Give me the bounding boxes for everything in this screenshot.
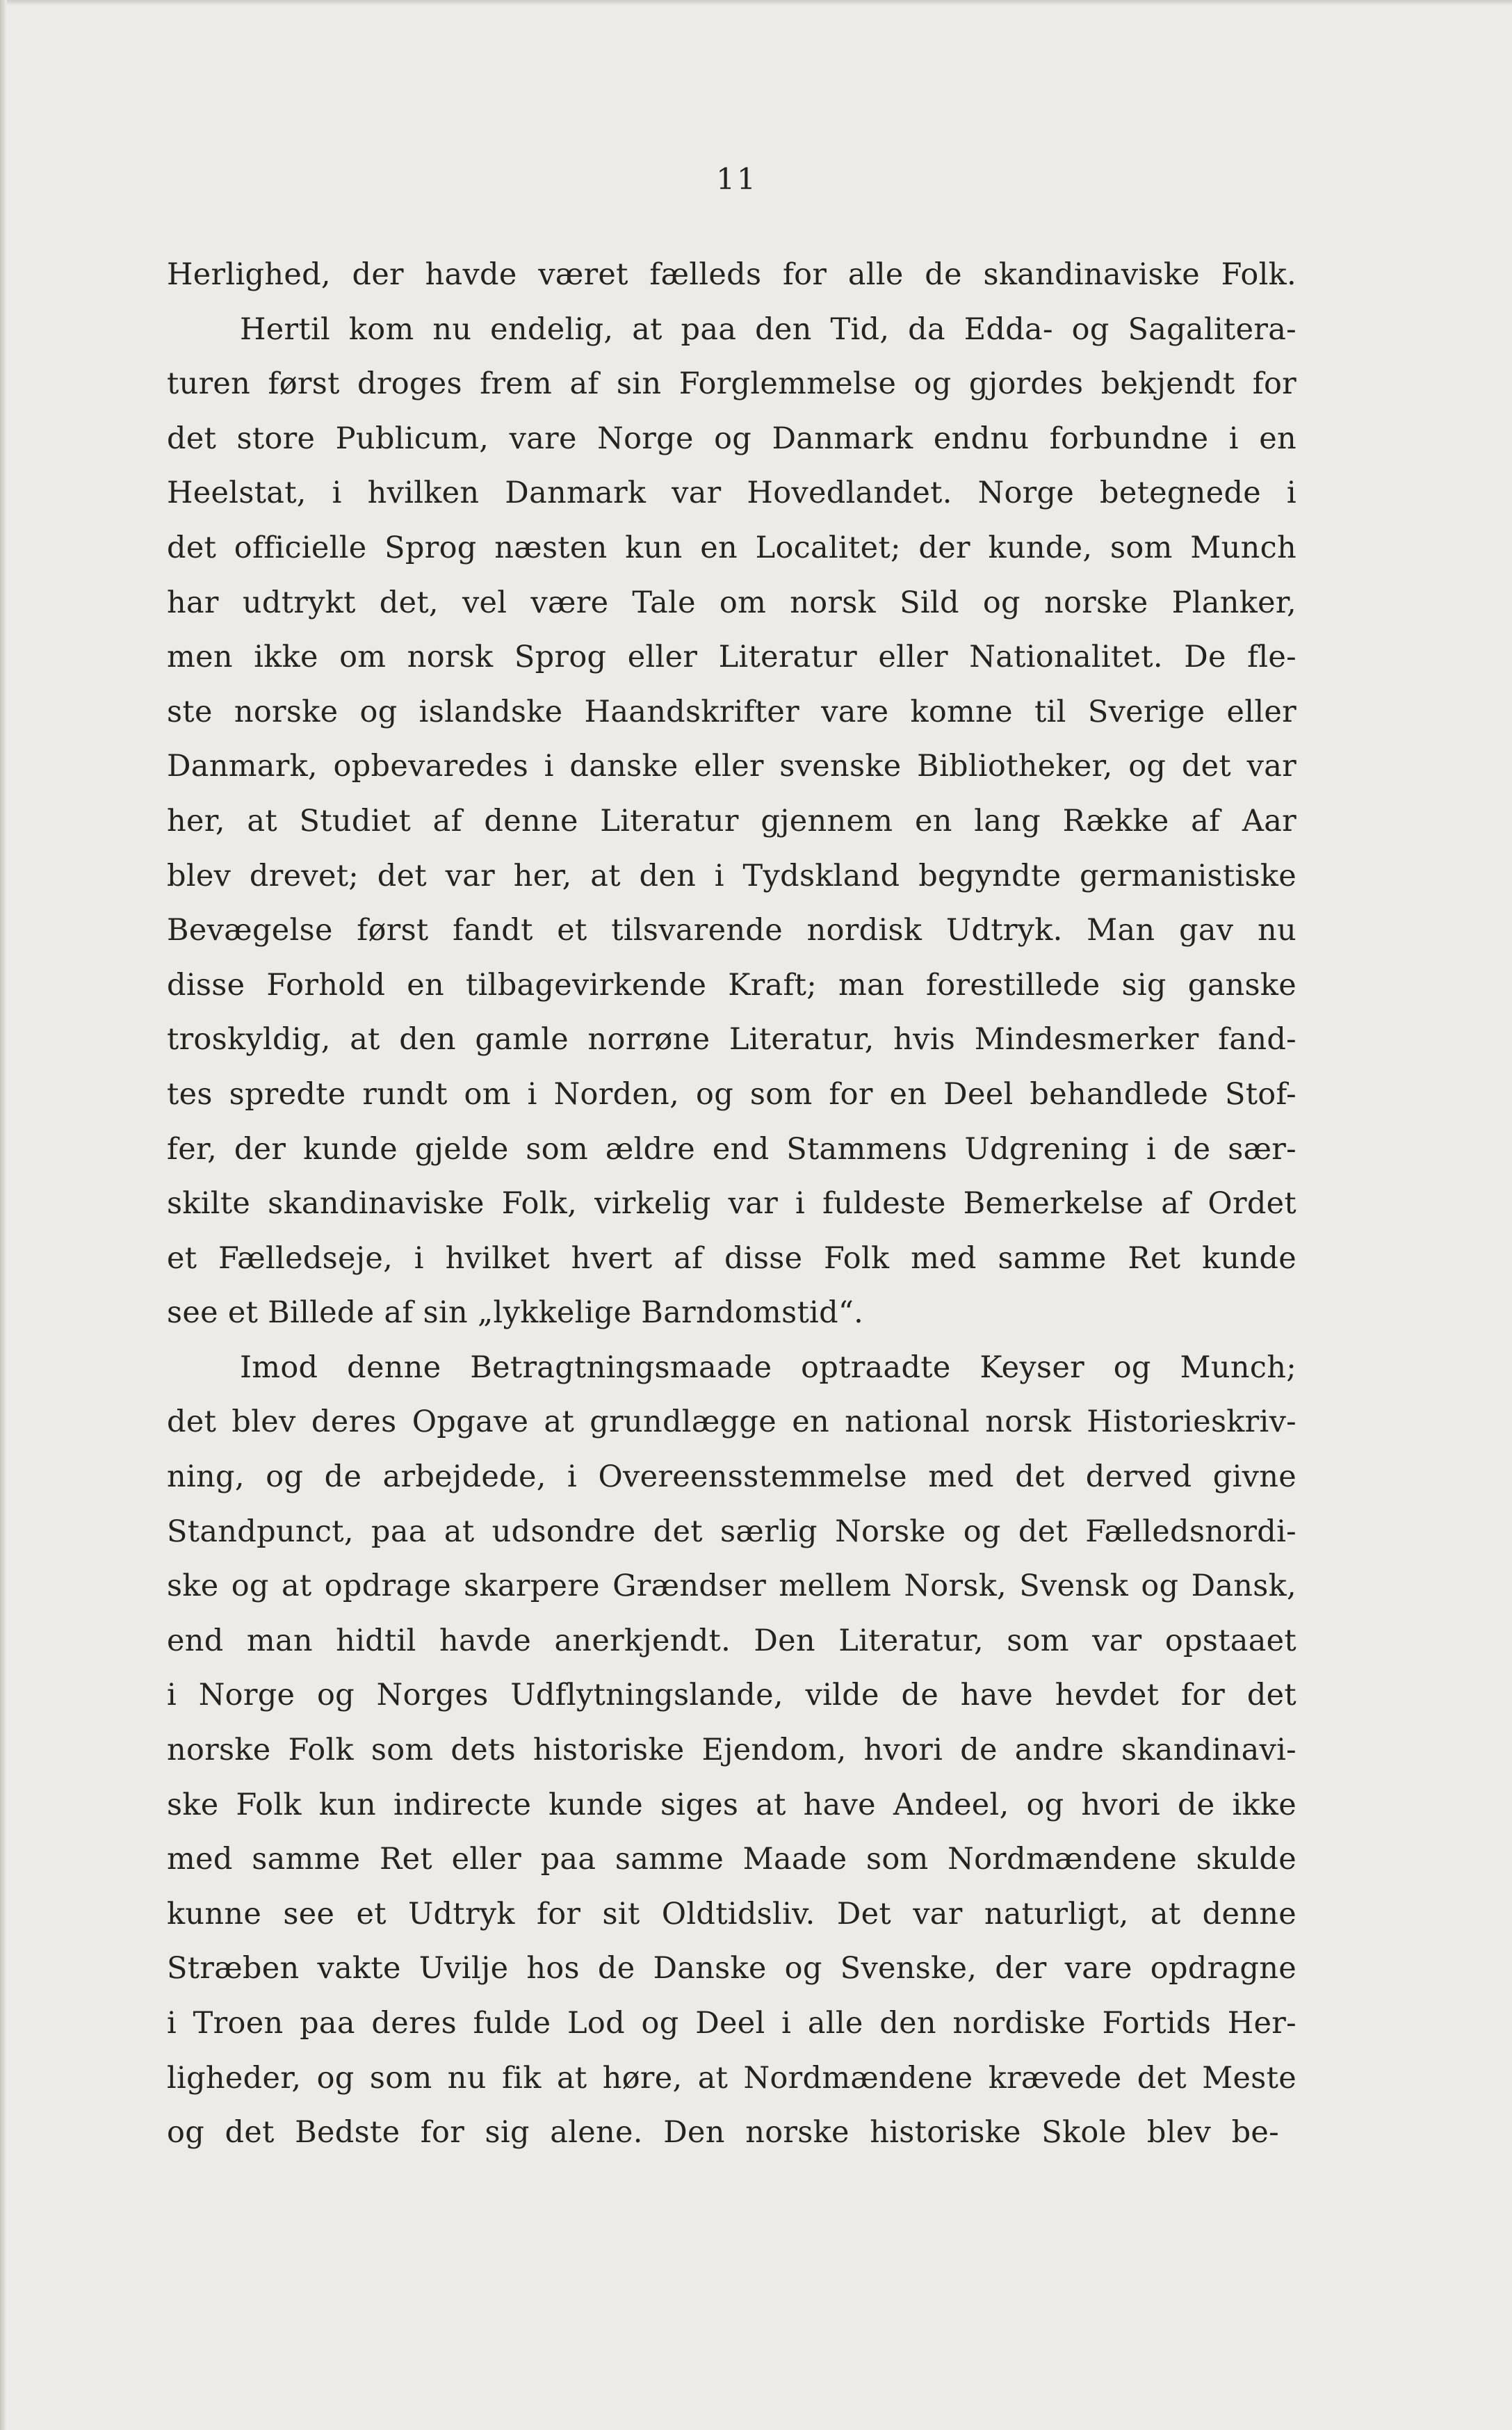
text-line: Standpunct, paa at udsondre det særlig Norske og det Fælledsnordi- <box>167 1514 1296 1549</box>
text-line: kunne see et Udtryk for sit Oldtidsliv. Det var naturligt, at denne <box>167 1896 1296 1931</box>
text-line: ligheder, og som nu fik at høre, at Nordmændene krævede det Meste <box>167 2060 1296 2096</box>
text-line: disse Forhold en tilbagevirkende Kraft; man forestillede sig ganske <box>167 967 1296 1003</box>
page-edge-left <box>0 0 7 2430</box>
text-line: men ikke om norsk Sprog eller Literatur eller Nationalitet. De fle- <box>167 640 1296 675</box>
text-line: et Fælledseje, i hvilket hvert af disse Folk med samme Ret kunde <box>167 1240 1296 1276</box>
text-line: det store Publicum, vare Norge og Danmark endnu forbundne i en <box>167 421 1296 456</box>
text-line: og det Bedste for sig alene. Den norske historiske Skole blev be- <box>167 2115 1279 2150</box>
text-line: tes spredte rundt om i Norden, og som for en Deel behandlede Stof- <box>167 1076 1296 1112</box>
text-line: det officielle Sprog næsten kun en Localitet; der kunde, som Munch <box>167 530 1296 565</box>
page-edge-top <box>0 0 1512 6</box>
page-number: 11 <box>716 162 758 196</box>
text-line: har udtrykt det, vel være Tale om norsk Sild og norske Planker, <box>167 585 1296 620</box>
text-line: see et Billede af sin „lykkelige Barndomstid“. <box>167 1295 864 1331</box>
text-line: ske Folk kun indirecte kunde siges at have Andeel, og hvori de ikke <box>167 1787 1296 1822</box>
text-line: her, at Studiet af denne Literatur gjennem en lang Række af Aar <box>167 803 1296 839</box>
text-line: i Norge og Norges Udflytningslande, vilde de have hevdet for det <box>167 1678 1296 1713</box>
text-line: end man hidtil havde anerkjendt. Den Literatur, som var opstaaet <box>167 1623 1296 1658</box>
text-line: norske Folk som dets historiske Ejendom, hvori de andre skandinavi- <box>167 1733 1296 1768</box>
text-line: Stræben vakte Uvilje hos de Danske og Svenske, der vare opdragne <box>167 1951 1296 1986</box>
text-line: Bevægelse først fandt et tilsvarende nordisk Udtryk. Man gav nu <box>167 913 1296 948</box>
body-text <box>167 248 1296 2160</box>
text-line: i Troen paa deres fulde Lod og Deel i alle den nordiske Fortids Her- <box>167 2006 1296 2041</box>
text-line: skilte skandinaviske Folk, virkelig var i fuldeste Bemerkelse af Ordet <box>167 1186 1296 1222</box>
text-line: med samme Ret eller paa samme Maade som Nordmændene skulde <box>167 1842 1296 1877</box>
text-line: Hertil kom nu endelig, at paa den Tid, da Edda- og Sagalitera- <box>240 311 1296 347</box>
text-line: blev drevet; det var her, at den i Tydskland begyndte germanistiske <box>167 858 1296 893</box>
text-line: ske og at opdrage skarpere Grændser mellem Norsk, Svensk og Dansk, <box>167 1569 1296 1604</box>
text-line: Herlighed, der havde været fælleds for alle de skandinaviske Folk. <box>167 257 1296 292</box>
text-line: det blev deres Opgave at grundlægge en national norsk Historieskriv- <box>167 1404 1296 1440</box>
text-line: Imod denne Betragtningsmaade optraadte Keyser og Munch; <box>240 1350 1296 1385</box>
text-line: troskyldig, at den gamle norrøne Literatur, hvis Mindesmerker fand- <box>167 1022 1296 1058</box>
text-line: Danmark, opbevaredes i danske eller svenske Bibliotheker, og det var <box>167 749 1296 784</box>
text-line: ning, og de arbejdede, i Overeensstemmelse med det derved givne <box>167 1459 1296 1495</box>
text-line: turen først droges frem af sin Forglemmelse og gjordes bekjendt for <box>167 366 1296 402</box>
text-line: Heelstat, i hvilken Danmark var Hovedlandet. Norge betegnede i <box>167 476 1296 511</box>
text-line: fer, der kunde gjelde som ældre end Stammens Udgrening i de sær- <box>167 1131 1296 1167</box>
text-line: ste norske og islandske Haandskrifter vare komne til Sverige eller <box>167 694 1296 729</box>
